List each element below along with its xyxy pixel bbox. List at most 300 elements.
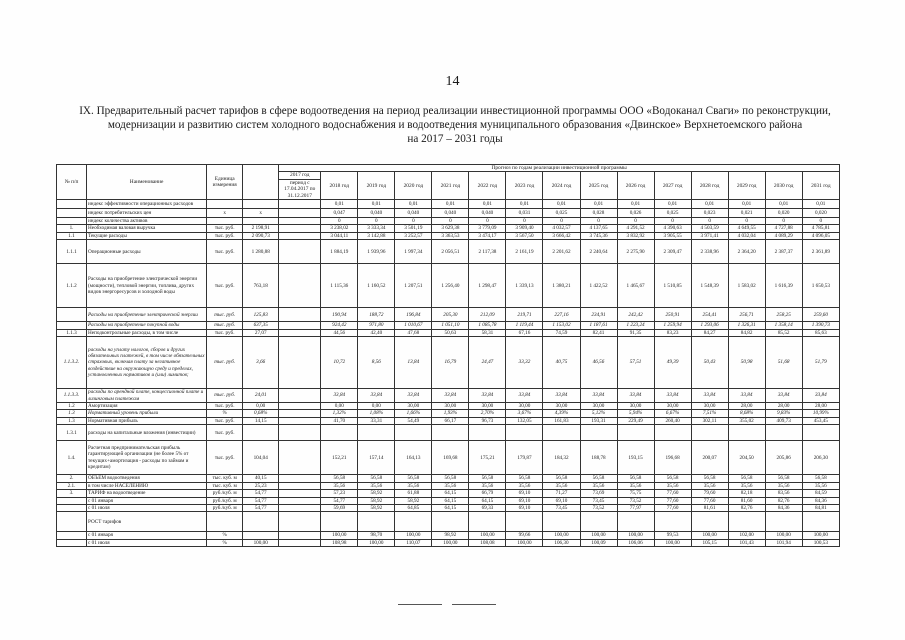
col-header-year: 2025 год xyxy=(580,172,617,200)
row-value-cell: 1 650,53 xyxy=(802,264,839,308)
header-blank xyxy=(243,165,279,172)
row-base-cell: 125,83 xyxy=(243,308,279,322)
row-value-cell: 3 666,42 xyxy=(543,232,580,239)
row-value-cell: 28,00 xyxy=(728,403,765,410)
row-value-cell xyxy=(580,425,617,441)
row-value-cell: 33,84 xyxy=(728,389,765,403)
row-value-cell: 108,08 xyxy=(469,539,506,546)
row-unit-cell: тыс. куб. м xyxy=(207,475,243,482)
row-value-cell: 3 971,41 xyxy=(691,232,728,239)
row-value-cell: 64,15 xyxy=(432,490,469,497)
row-value-cell xyxy=(765,512,802,532)
row-value-cell: 0,026 xyxy=(617,209,654,218)
row-value-cell: 205,86 xyxy=(765,441,802,475)
row-value-cell: 35,56 xyxy=(802,482,839,489)
row-value-cell: 106,06 xyxy=(617,539,654,546)
row-value-cell xyxy=(469,425,506,441)
row-value-cell: 3 238,02 xyxy=(321,225,358,232)
row-unit-cell: тыс. руб. xyxy=(207,389,243,403)
table-row xyxy=(57,337,840,389)
row-unit-cell: тыс. руб. xyxy=(207,322,243,329)
row-value-cell: 67,16 xyxy=(506,329,543,336)
row-value-cell: 56,58 xyxy=(765,475,802,482)
row-value-cell: 1 939,96 xyxy=(358,240,395,264)
table-row xyxy=(57,209,840,218)
row-value-cell xyxy=(395,425,432,441)
row-value-cell: 30,00 xyxy=(543,403,580,410)
row-base-cell: 27,07 xyxy=(243,329,279,336)
row-value-cell xyxy=(617,425,654,441)
row-value-cell: 49,39 xyxy=(654,337,691,389)
row-value-cell: 56,58 xyxy=(654,475,691,482)
row-unit-cell: х xyxy=(207,209,243,218)
row-period-cell xyxy=(279,482,321,489)
row-value-cell xyxy=(802,425,839,441)
table-row xyxy=(57,441,840,475)
row-value-cell: 98,92 xyxy=(432,532,469,539)
row-unit-cell: тыс. руб. xyxy=(207,337,243,389)
row-value-cell: 56,58 xyxy=(469,475,506,482)
row-unit-cell: тыс. руб. xyxy=(207,425,243,441)
row-unit-cell: руб./куб. м xyxy=(207,497,243,504)
row-value-cell: 110,07 xyxy=(395,539,432,546)
row-value-cell: 0 xyxy=(358,218,395,225)
row-period-cell xyxy=(279,389,321,403)
row-value-cell: 56,58 xyxy=(691,475,728,482)
row-number-cell: 1.3 xyxy=(57,417,87,424)
row-value-cell: 35,56 xyxy=(432,482,469,489)
row-value-cell: 4 649,55 xyxy=(728,225,765,232)
row-value-cell: 91,35 xyxy=(617,329,654,336)
row-value-cell: 54,49 xyxy=(395,417,432,424)
row-base-cell xyxy=(243,512,279,532)
row-value-cell: 1 010,67 xyxy=(395,322,432,329)
row-number-cell: 1.1.3.3. xyxy=(57,389,87,403)
row-name-cell: ОБЪЕМ водоотведения xyxy=(87,475,207,482)
row-value-cell: 0,040 xyxy=(358,209,395,218)
row-base-cell: х xyxy=(243,209,279,218)
title-line: модернизации и развитию систем холодного водоснабжения и водоотведения муниципального образования «Двинское» Верхнетоемского района xyxy=(107,119,803,131)
table-row xyxy=(57,504,840,511)
row-value-cell: 105,15 xyxy=(691,539,728,546)
row-value-cell: 0 xyxy=(728,218,765,225)
row-number-cell: 1.3.1 xyxy=(57,425,87,441)
col-header-year: 2022 год xyxy=(469,172,506,200)
col-header-year: 2024 год xyxy=(543,172,580,200)
row-value-cell: 16,79 xyxy=(432,337,469,389)
row-value-cell: 84,36 xyxy=(765,504,802,511)
row-value-cell: 0 xyxy=(617,218,654,225)
row-value-cell: 30,00 xyxy=(469,403,506,410)
row-value-cell: 35,56 xyxy=(580,482,617,489)
row-value-cell: 0 xyxy=(580,218,617,225)
row-number-cell: 2.1. xyxy=(57,482,87,489)
row-value-cell: 0,01 xyxy=(358,200,395,209)
table-row xyxy=(57,218,840,225)
row-base-cell: 24,01 xyxy=(243,389,279,403)
row-value-cell: 98,70 xyxy=(358,532,395,539)
row-value-cell: 1 298,47 xyxy=(469,264,506,308)
row-value-cell: 58,92 xyxy=(358,497,395,504)
row-value-cell: 7,51% xyxy=(691,410,728,417)
row-value-cell: 35,56 xyxy=(765,482,802,489)
row-value-cell: 57,23 xyxy=(321,490,358,497)
row-value-cell: 83,23 xyxy=(654,329,691,336)
row-period-cell xyxy=(279,264,321,308)
row-unit-cell: тыс. руб. xyxy=(207,264,243,308)
row-value-cell: 82,41 xyxy=(580,329,617,336)
row-value-cell: 33,84 xyxy=(580,389,617,403)
row-value-cell: 1 583,02 xyxy=(728,264,765,308)
table-row xyxy=(57,532,840,539)
row-value-cell: 33,84 xyxy=(432,389,469,403)
row-value-cell: 1 223,24 xyxy=(617,322,654,329)
row-name-cell: Нормативная прибыль xyxy=(87,417,207,424)
row-value-cell: 35,56 xyxy=(506,482,543,489)
row-value-cell: 971,80 xyxy=(358,322,395,329)
row-value-cell: 85,63 xyxy=(802,329,839,336)
row-value-cell: 4,39% xyxy=(543,410,580,417)
row-value-cell: 1 119,44 xyxy=(506,322,543,329)
row-value-cell: 84,27 xyxy=(691,329,728,336)
row-value-cell: 1 465,67 xyxy=(617,264,654,308)
row-value-cell: 56,58 xyxy=(543,475,580,482)
row-base-cell xyxy=(243,532,279,539)
row-value-cell: 57,51 xyxy=(617,337,654,389)
row-value-cell: 66,17 xyxy=(432,417,469,424)
document-title xyxy=(60,104,850,146)
row-period-cell xyxy=(279,337,321,389)
row-value-cell: 0,01 xyxy=(321,200,358,209)
row-value-cell xyxy=(469,512,506,532)
row-value-cell: 1 548,39 xyxy=(691,264,728,308)
row-value-cell: 99,53 xyxy=(654,532,691,539)
table-header xyxy=(57,165,840,200)
row-value-cell: 3,67% xyxy=(506,410,543,417)
row-value-cell: 56,58 xyxy=(802,475,839,482)
row-value-cell: 10,99% xyxy=(802,410,839,417)
table-row xyxy=(57,512,840,532)
row-value-cell xyxy=(506,512,543,532)
row-value-cell: 100,00 xyxy=(765,532,802,539)
row-value-cell: 3 779,09 xyxy=(469,225,506,232)
row-number-cell xyxy=(57,209,87,218)
page-number: 14 xyxy=(445,74,460,89)
header-blank xyxy=(243,179,279,199)
row-unit-cell: % xyxy=(207,410,243,417)
row-value-cell: 1 085,78 xyxy=(469,322,506,329)
row-value-cell: 35,56 xyxy=(617,482,654,489)
row-value-cell: 184,32 xyxy=(543,441,580,475)
row-value-cell: 1 293,06 xyxy=(691,322,728,329)
row-base-cell: 54,77 xyxy=(243,504,279,511)
row-number-cell xyxy=(57,322,87,329)
row-value-cell: 64,85 xyxy=(395,504,432,511)
row-value-cell: 0,040 xyxy=(395,209,432,218)
row-value-cell: 2 117,38 xyxy=(469,240,506,264)
row-value-cell: 56,58 xyxy=(728,475,765,482)
row-value-cell: 100,09 xyxy=(580,539,617,546)
row-value-cell: 2 309,47 xyxy=(654,240,691,264)
row-value-cell: 205,30 xyxy=(432,308,469,322)
row-period-cell xyxy=(279,425,321,441)
row-number-cell xyxy=(57,532,87,539)
row-base-cell: 100,00 xyxy=(243,539,279,546)
row-value-cell: 0,01 xyxy=(691,200,728,209)
row-value-cell: 35,56 xyxy=(358,482,395,489)
row-number-cell: 1.1.1 xyxy=(57,240,87,264)
row-value-cell: 3 142,88 xyxy=(358,232,395,239)
row-value-cell xyxy=(691,512,728,532)
row-period-cell xyxy=(279,200,321,209)
col-header-year: 2019 год xyxy=(358,172,395,200)
table-row xyxy=(57,200,840,209)
row-value-cell: 1 326,31 xyxy=(728,322,765,329)
row-value-cell: 30,00 xyxy=(395,403,432,410)
row-value-cell: 77,60 xyxy=(654,490,691,497)
row-base-cell xyxy=(243,200,279,209)
row-number-cell: 3. xyxy=(57,490,87,497)
row-value-cell: 2 161,19 xyxy=(506,240,543,264)
table-row xyxy=(57,329,840,336)
row-value-cell xyxy=(321,425,358,441)
row-value-cell: 0,01 xyxy=(765,200,802,209)
row-value-cell: 77,60 xyxy=(654,497,691,504)
row-value-cell: 64,15 xyxy=(432,497,469,504)
row-value-cell: 35,56 xyxy=(654,482,691,489)
row-base-cell xyxy=(243,425,279,441)
row-value-cell: 0,01 xyxy=(506,200,543,209)
row-value-cell: 73,69 xyxy=(580,490,617,497)
row-value-cell: 0,040 xyxy=(469,209,506,218)
row-name-cell: индекс эффективности операционных расходов xyxy=(87,200,207,209)
row-value-cell: 9,83% xyxy=(765,410,802,417)
row-period-cell xyxy=(279,417,321,424)
row-value-cell xyxy=(543,425,580,441)
row-value-cell: 69,10 xyxy=(506,497,543,504)
row-value-cell: 1 259,94 xyxy=(654,322,691,329)
row-value-cell: 3 363,53 xyxy=(432,232,469,239)
col-header-year: 2028 год xyxy=(691,172,728,200)
row-value-cell: 35,56 xyxy=(691,482,728,489)
col-header-year: 2031 год xyxy=(802,172,839,200)
row-value-cell: 229,49 xyxy=(617,417,654,424)
row-value-cell: 30,00 xyxy=(654,403,691,410)
row-name-cell: с 01 января xyxy=(87,532,207,539)
row-value-cell: 74,59 xyxy=(543,329,580,336)
row-value-cell: 0,01 xyxy=(728,200,765,209)
row-value-cell: 0,01 xyxy=(617,200,654,209)
col-header-name: Наименование xyxy=(87,165,207,200)
table-row xyxy=(57,225,840,232)
row-value-cell: 108,98 xyxy=(321,539,358,546)
row-name-cell: Необходимая валовая выручка xyxy=(87,225,207,232)
row-value-cell: 254,41 xyxy=(691,308,728,322)
row-value-cell: 1 207,51 xyxy=(395,264,432,308)
row-value-cell: 1 380,21 xyxy=(543,264,580,308)
row-value-cell: 58,92 xyxy=(395,497,432,504)
row-name-cell: с 01 января xyxy=(87,497,207,504)
row-value-cell: 6,67% xyxy=(654,410,691,417)
row-number-cell xyxy=(57,497,87,504)
row-value-cell: 234,91 xyxy=(580,308,617,322)
row-value-cell: 1,66% xyxy=(395,410,432,417)
row-value-cell: 1 339,13 xyxy=(506,264,543,308)
row-value-cell: 4 137,65 xyxy=(580,225,617,232)
row-value-cell xyxy=(802,512,839,532)
row-value-cell: 0 xyxy=(395,218,432,225)
row-value-cell: 0 xyxy=(506,218,543,225)
row-period-cell xyxy=(279,308,321,322)
row-value-cell: 81,60 xyxy=(728,497,765,504)
row-period-cell xyxy=(279,410,321,417)
row-value-cell: 193,15 xyxy=(617,441,654,475)
row-value-cell: 1 510,85 xyxy=(654,264,691,308)
row-number-cell: 1.3 xyxy=(57,410,87,417)
col-header-year: 2023 год xyxy=(506,172,543,200)
row-value-cell: 47,68 xyxy=(395,329,432,336)
row-value-cell xyxy=(580,512,617,532)
row-value-cell: 82,76 xyxy=(765,497,802,504)
row-value-cell: 1 051,10 xyxy=(432,322,469,329)
row-value-cell: 164,13 xyxy=(395,441,432,475)
row-name-cell: Текущие расходы xyxy=(87,232,207,239)
row-value-cell: 453,45 xyxy=(802,417,839,424)
row-unit-cell: тыс. куб. м xyxy=(207,482,243,489)
row-value-cell: 56,58 xyxy=(395,475,432,482)
row-value-cell: 0 xyxy=(321,218,358,225)
col-header-num: № п/п xyxy=(57,165,87,200)
row-value-cell: 1 187,61 xyxy=(580,322,617,329)
row-value-cell: 33,84 xyxy=(506,389,543,403)
row-value-cell: 101,43 xyxy=(728,539,765,546)
col-header-year: 2018 год xyxy=(321,172,358,200)
row-value-cell: 0,01 xyxy=(654,200,691,209)
col-header-year: 2026 год xyxy=(617,172,654,200)
row-value-cell: 0,00 xyxy=(358,403,395,410)
row-name-cell: с 01 июля xyxy=(87,504,207,511)
row-base-cell: 25,23 xyxy=(243,482,279,489)
row-value-cell: 54,77 xyxy=(321,497,358,504)
row-value-cell: 13,84 xyxy=(395,337,432,389)
row-value-cell: 73,45 xyxy=(543,504,580,511)
row-value-cell: 44,56 xyxy=(321,329,358,336)
row-value-cell: 100,00 xyxy=(395,532,432,539)
row-value-cell: 1 115,36 xyxy=(321,264,358,308)
row-number-cell xyxy=(57,200,87,209)
row-value-cell: 258,25 xyxy=(765,308,802,322)
row-value-cell: 100,53 xyxy=(802,539,839,546)
row-value-cell: 0,01 xyxy=(543,200,580,209)
row-value-cell: 256,71 xyxy=(728,308,765,322)
row-value-cell: 30,00 xyxy=(617,403,654,410)
row-period-cell xyxy=(279,512,321,532)
row-name-cell: расходы на уплату налогов, сборов и других обязательных платежей, в том числе обязательных страховых, включая плату за негативное воздействие на окружающую среду и пределах, установленных нормативов и (или) лимитов; xyxy=(87,337,207,389)
row-value-cell: 2,70% xyxy=(469,410,506,417)
row-value-cell: 190,94 xyxy=(321,308,358,322)
row-value-cell: 30,00 xyxy=(432,403,469,410)
row-name-cell: Нормативный уровень прибыли xyxy=(87,410,207,417)
row-value-cell: 35,56 xyxy=(728,482,765,489)
row-value-cell: 2 387,37 xyxy=(765,240,802,264)
row-value-cell: 56,58 xyxy=(321,475,358,482)
col-header-year: 2030 год xyxy=(765,172,802,200)
row-value-cell: 69,10 xyxy=(506,490,543,497)
row-value-cell xyxy=(728,512,765,532)
row-number-cell xyxy=(57,308,87,322)
row-value-cell: 1 422,52 xyxy=(580,264,617,308)
row-name-cell: Расчетная предпринимательская прибыль гарантирующей организации (не более 5% от текущих+амортизация - расходы по займам и кредитам) xyxy=(87,441,207,475)
row-value-cell: 51,79 xyxy=(802,337,839,389)
row-unit-cell: руб./куб. м xyxy=(207,504,243,511)
row-base-cell: 637,35 xyxy=(243,322,279,329)
row-value-cell: 69,10 xyxy=(543,497,580,504)
row-base-cell: 14,15 xyxy=(243,417,279,424)
row-value-cell: 188,72 xyxy=(358,308,395,322)
row-value-cell: 73,45 xyxy=(580,497,617,504)
row-value-cell: 0,025 xyxy=(543,209,580,218)
row-unit-cell: тыс. руб. xyxy=(207,403,243,410)
row-value-cell: 250,91 xyxy=(654,308,691,322)
row-value-cell: 77,60 xyxy=(691,497,728,504)
row-value-cell: 3 832,92 xyxy=(617,232,654,239)
row-value-cell: 35,56 xyxy=(321,482,358,489)
row-name-cell: РОСТ тарифов xyxy=(87,512,207,532)
table-row xyxy=(57,240,840,264)
row-period-cell xyxy=(279,218,321,225)
row-value-cell: 4 032,57 xyxy=(543,225,580,232)
row-value-cell: 0 xyxy=(691,218,728,225)
row-value-cell xyxy=(432,425,469,441)
row-value-cell: 84,36 xyxy=(802,497,839,504)
row-unit-cell: % xyxy=(207,532,243,539)
row-value-cell: 56,58 xyxy=(580,475,617,482)
table-row xyxy=(57,264,840,308)
table-row xyxy=(57,482,840,489)
row-value-cell: 51,68 xyxy=(765,337,802,389)
row-value-cell: 28,00 xyxy=(765,403,802,410)
row-value-cell: 33,84 xyxy=(654,389,691,403)
row-value-cell: 0 xyxy=(469,218,506,225)
row-value-cell: 204,50 xyxy=(728,441,765,475)
row-number-cell xyxy=(57,218,87,225)
row-value-cell: 0,01 xyxy=(432,200,469,209)
row-value-cell: 0,01 xyxy=(802,200,839,209)
col-header-unit: Единица измерения xyxy=(207,165,243,200)
row-value-cell: 924,42 xyxy=(321,322,358,329)
row-value-cell: 100,00 xyxy=(802,532,839,539)
row-value-cell: 132,05 xyxy=(506,417,543,424)
row-base-cell: 763,18 xyxy=(243,264,279,308)
title-line: на 2017 – 2031 годы xyxy=(407,133,503,145)
row-value-cell xyxy=(728,425,765,441)
row-value-cell: 5,94% xyxy=(617,410,654,417)
row-value-cell: 1,08% xyxy=(358,410,395,417)
table-row xyxy=(57,322,840,329)
table-row xyxy=(57,475,840,482)
row-period-cell xyxy=(279,504,321,511)
row-value-cell: 0,00 xyxy=(321,403,358,410)
col-header-year: 2027 год xyxy=(654,172,691,200)
row-value-cell: 85,52 xyxy=(765,329,802,336)
row-name-cell: расходы по арендной плате, концессионной плате и лизинговым платежам xyxy=(87,389,207,403)
row-value-cell xyxy=(432,512,469,532)
row-value-cell: 33,84 xyxy=(395,389,432,403)
row-name-cell: расходы на капитальные вложения (инвестиции) xyxy=(87,425,207,441)
row-value-cell: 0,025 xyxy=(654,209,691,218)
row-value-cell: 2 056,51 xyxy=(432,240,469,264)
row-value-cell: 0 xyxy=(765,218,802,225)
